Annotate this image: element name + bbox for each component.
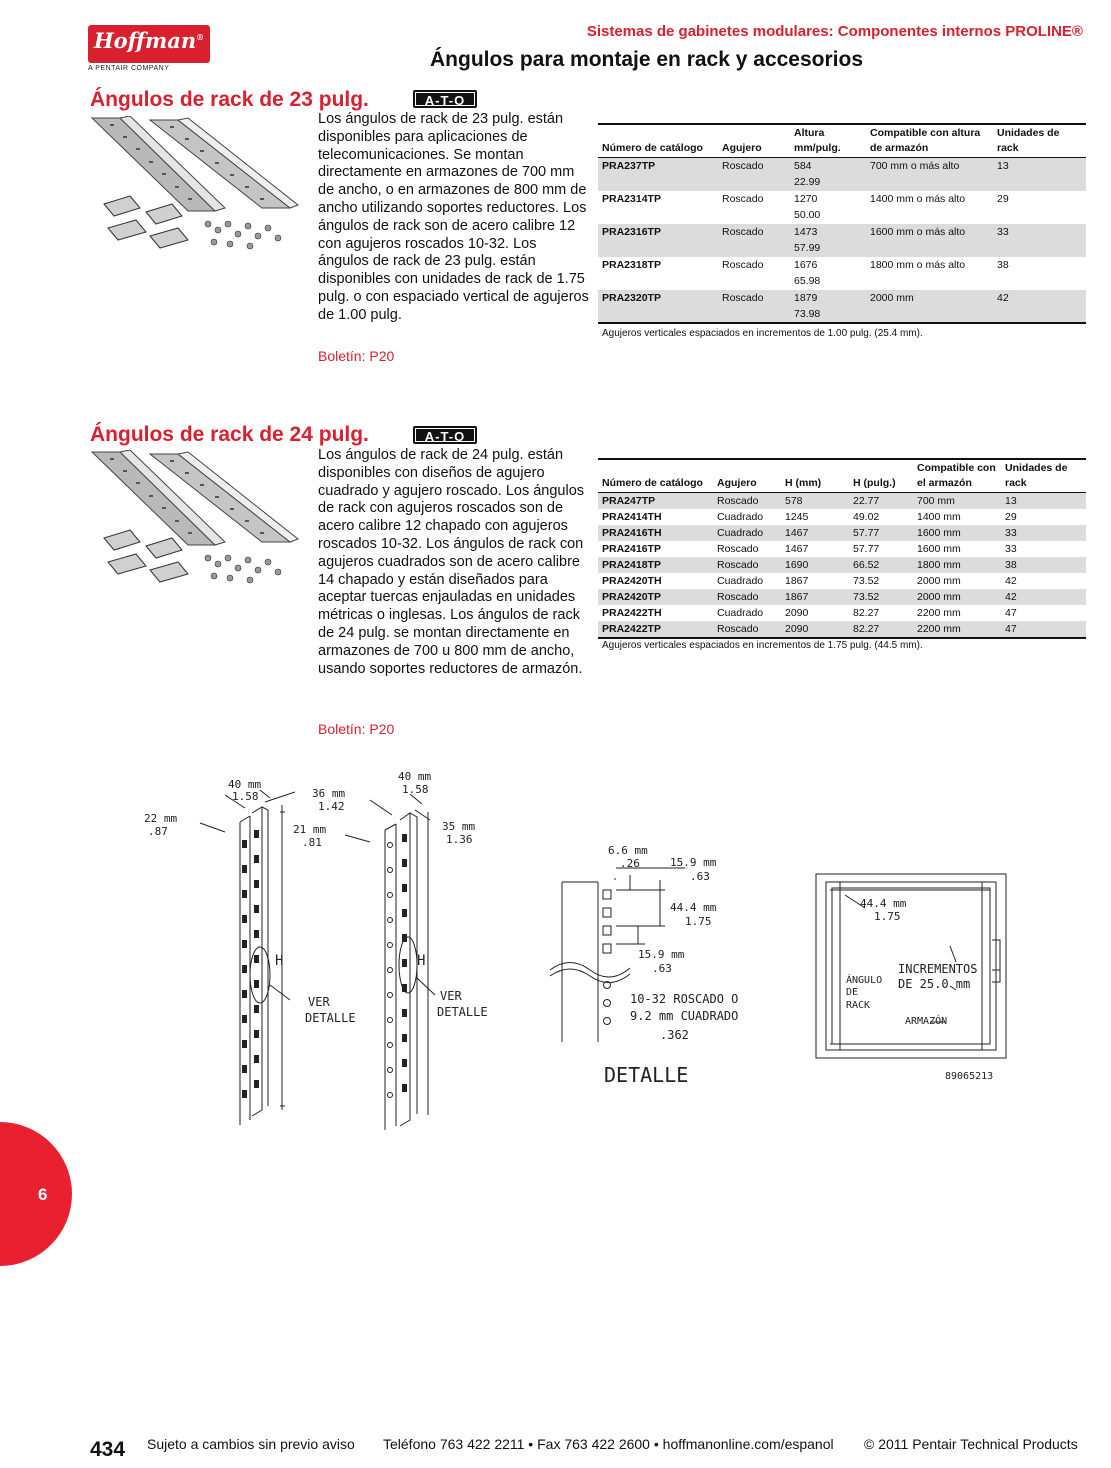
height-mm: 1473 xyxy=(794,225,818,238)
rack-units: 47 xyxy=(1005,623,1017,635)
dim-444mm-frame: 44.4 mm xyxy=(860,897,907,910)
logo-subtitle: A PENTAIR COMPANY xyxy=(88,65,170,72)
hole-type: Cuadrado xyxy=(717,575,764,587)
rack-units: 29 xyxy=(997,192,1009,205)
bulletin-link-24[interactable]: Boletín: P20 xyxy=(318,721,395,737)
dim-35mm: 35 mm xyxy=(442,820,476,833)
ver-label-left: VER xyxy=(308,995,330,1009)
ver-label-right: VER xyxy=(440,989,462,1003)
compat-frame: 1600 mm xyxy=(917,543,961,555)
compat-height: 1400 mm o más alto xyxy=(870,192,966,205)
footer-copyright: © 2011 Pentair Technical Products xyxy=(864,1436,1078,1452)
spec-table-23 xyxy=(598,123,1086,324)
compat-frame: 2000 mm xyxy=(917,575,961,587)
catalog-number: PRA247TP xyxy=(602,495,656,507)
hole-type: Roscado xyxy=(717,559,759,571)
logo-text: Hoffman® xyxy=(93,28,205,53)
col-header: Agujero xyxy=(717,477,757,489)
hardware-screws-illustration xyxy=(205,555,281,583)
catalog-number: PRA2422TH xyxy=(602,607,662,619)
height-in: 73.52 xyxy=(853,591,880,603)
hole-type: Roscado xyxy=(722,291,764,304)
catalog-number: PRA2320TP xyxy=(602,291,661,304)
rack-units: 47 xyxy=(1005,607,1017,619)
height-in: 73.98 xyxy=(794,307,821,320)
height-mm: 578 xyxy=(785,495,803,507)
dim-159mm-bottom: 15.9 mm xyxy=(638,948,685,961)
col-header: Unidades de rack xyxy=(997,127,1060,154)
height-in: 49.02 xyxy=(853,511,880,523)
section-title-23: Ángulos de rack de 23 pulg. xyxy=(90,88,369,111)
height-in: 57.77 xyxy=(853,527,880,539)
height-mm: 1270 xyxy=(794,192,818,205)
rack-units: 13 xyxy=(1005,495,1017,507)
ato-badge-icon: A-T-O xyxy=(413,426,477,444)
height-cell xyxy=(790,191,866,224)
hole-type: Roscado xyxy=(722,258,764,271)
dim-26: .26 xyxy=(620,857,640,870)
rack-units: 33 xyxy=(1005,527,1017,539)
compat-frame: 1600 mm xyxy=(917,527,961,539)
compat-frame: 2000 mm xyxy=(917,591,961,603)
table-row xyxy=(598,509,1086,525)
table-row xyxy=(598,290,1086,323)
footer-contact[interactable]: Teléfono 763 422 2211 • Fax 763 422 2600 • hoffmanonline.com/espanol xyxy=(383,1436,834,1452)
rack-units: 42 xyxy=(1005,591,1017,603)
detalle-label-left: DETALLE xyxy=(305,1011,356,1025)
hole-type: Roscado xyxy=(717,495,759,507)
col-header: Altura mm/pulg. xyxy=(794,127,841,154)
height-label-left: H xyxy=(275,953,284,969)
col-header: Compatible con el armazón xyxy=(917,462,996,489)
height-in: 22.99 xyxy=(794,176,821,188)
table-row xyxy=(598,589,1086,605)
height-in: 73.52 xyxy=(853,575,880,587)
table-row xyxy=(598,621,1086,638)
compat-height: 2000 mm xyxy=(870,291,914,304)
rack-units: 33 xyxy=(997,225,1009,238)
table-note-23: Agujeros verticales espaciados en incrementos de 1.00 pulg. (25.4 mm). xyxy=(602,328,923,339)
rack-units: 42 xyxy=(1005,575,1017,587)
hole-spec-line3: .362 xyxy=(660,1028,689,1042)
height-in: 57.77 xyxy=(853,543,880,555)
compat-frame: 2200 mm xyxy=(917,607,961,619)
page-number: 434 xyxy=(90,1438,126,1461)
rack-units: 29 xyxy=(1005,511,1017,523)
dim-175: 1.75 xyxy=(685,915,712,928)
table-row xyxy=(598,158,1086,191)
col-header: Número de catálogo xyxy=(602,142,703,154)
table-note-24: Agujeros verticales espaciados en incrementos de 1.75 pulg. (44.5 mm). xyxy=(602,640,923,651)
height-cell xyxy=(790,224,866,257)
dim-81: .81 xyxy=(302,836,322,849)
compat-frame: 700 mm xyxy=(917,495,955,507)
hole-type: Roscado xyxy=(722,225,764,238)
rack-units: 38 xyxy=(1005,559,1017,571)
height-in: 50.00 xyxy=(794,208,821,221)
catalog-number: PRA2420TH xyxy=(602,575,662,587)
dim-444mm: 44.4 mm xyxy=(670,901,717,914)
compat-frame: 1800 mm xyxy=(917,559,961,571)
hole-type: Cuadrado xyxy=(717,527,764,539)
height-in: 66.52 xyxy=(853,559,880,571)
catalog-number: PRA2314TP xyxy=(602,192,661,205)
section-title-24: Ángulos de rack de 24 pulg. xyxy=(90,423,369,446)
compat-height: 700 mm o más alto xyxy=(870,160,960,172)
increments-line1: INCREMENTOS xyxy=(898,962,978,976)
catalog-number: PRA2418TP xyxy=(602,559,661,571)
height-mm: 1467 xyxy=(785,527,809,539)
angle-label-line3: RACK xyxy=(846,1000,871,1011)
catalog-number: PRA2422TP xyxy=(602,623,661,635)
table-row xyxy=(598,257,1086,290)
angle-label-line1: ÁNGULO xyxy=(846,975,883,986)
hole-type: Roscado xyxy=(717,543,759,555)
reducer-brackets-illustration xyxy=(104,196,188,248)
dim-142: 1.42 xyxy=(318,800,345,813)
chapter-number: 6 xyxy=(38,1185,48,1204)
page-title: Ángulos para montaje en rack y accesorios xyxy=(430,48,864,71)
increments-line2: DE 25.0 mm xyxy=(898,977,971,991)
height-in: 82.27 xyxy=(853,607,880,619)
height-mm: 1867 xyxy=(785,591,809,603)
hole-type: Cuadrado xyxy=(717,511,764,523)
table-row xyxy=(598,573,1086,589)
rack-rail-illustration xyxy=(92,450,298,545)
spec-table-24 xyxy=(598,458,1086,639)
dim-66mm: 6.6 mm xyxy=(608,844,648,857)
col-header: Unidades de rack xyxy=(1005,462,1068,489)
chapter-tab xyxy=(0,1122,72,1266)
table-row xyxy=(598,224,1086,257)
hole-type: Roscado xyxy=(722,160,764,172)
height-in: 22.77 xyxy=(853,495,880,507)
compat-frame: 1400 mm xyxy=(917,511,961,523)
hole-type: Cuadrado xyxy=(717,607,764,619)
catalog-number: PRA237TP xyxy=(602,160,656,172)
dim-36mm: 36 mm xyxy=(312,787,346,800)
height-mm: 1467 xyxy=(785,543,809,555)
table-row xyxy=(598,557,1086,573)
ato-badge-icon: A-T-O xyxy=(413,90,477,108)
height-in: 57.99 xyxy=(794,241,821,254)
table-row xyxy=(598,191,1086,224)
hole-spec-line2: 9.2 mm CUADRADO xyxy=(630,1009,739,1023)
hole-type: Roscado xyxy=(717,591,759,603)
dim-136: 1.36 xyxy=(446,833,473,846)
catalog-number: PRA2316TP xyxy=(602,225,661,238)
table-row xyxy=(598,541,1086,557)
height-in: 65.98 xyxy=(794,274,821,287)
rack-rail-illustration xyxy=(92,116,298,211)
dim-159mm-top: 15.9 mm xyxy=(670,856,717,869)
catalog-number: PRA2416TH xyxy=(602,527,662,539)
compat-frame: 2200 mm xyxy=(917,623,961,635)
col-header: H (mm) xyxy=(785,477,822,489)
detail-title: DETALLE xyxy=(604,1063,689,1087)
table-row xyxy=(598,605,1086,621)
rack-units: 42 xyxy=(997,291,1009,304)
table-header-row xyxy=(598,124,1086,158)
frame-label: ARMAZÓN xyxy=(905,1016,948,1027)
rack-angle-photo-24 xyxy=(90,450,300,595)
footer-notice: Sujeto a cambios sin previo aviso xyxy=(147,1436,355,1452)
drawing-code: 89065213 xyxy=(945,1071,994,1082)
header-category: Sistemas de gabinetes modulares: Componentes internos PROLINE® xyxy=(586,23,1083,40)
hole-spec-line1: 10-32 ROSCADO O xyxy=(630,992,739,1006)
rack-units: 13 xyxy=(997,160,1009,172)
height-mm: 1867 xyxy=(785,575,809,587)
technical-drawing xyxy=(130,750,1030,1140)
height-in: 82.27 xyxy=(853,623,880,635)
dim-87: .87 xyxy=(148,825,168,838)
hole-type: Roscado xyxy=(717,623,759,635)
col-header: H (pulg.) xyxy=(853,477,896,489)
height-cell xyxy=(790,257,866,290)
rack-units: 33 xyxy=(1005,543,1017,555)
col-header: Número de catálogo xyxy=(602,477,703,489)
height-label-right: H xyxy=(417,953,426,969)
height-mm: 1676 xyxy=(794,258,818,271)
compat-height: 1800 mm o más alto xyxy=(870,258,966,271)
table-row xyxy=(598,525,1086,541)
height-mm: 2090 xyxy=(785,607,809,619)
rack-units: 38 xyxy=(997,258,1009,271)
compat-height: 1600 mm o más alto xyxy=(870,225,966,238)
height-mm: 1879 xyxy=(794,291,818,304)
rack-angle-photo-23 xyxy=(90,116,300,261)
section-description-24: Los ángulos de rack de 24 pulg. están disponibles con diseños de agujero cuadrado y agujero roscado. Los ángulos de rack con agujeros roscados son de acero calibre 12 chapado con agujeros roscados 10-32. Los ángulos de rack con agujeros cuadrados son de acero calibre 14 chapado y están diseñados para aceptar tuercas enjauladas en unidades métricas o inglesas. Los ángulos de rack de 24 pulg. se montan directamente en armazones de 700 u 800 mm de ancho, usando soportes reductores de armazón. xyxy=(318,447,585,677)
bulletin-link-23[interactable]: Boletín: P20 xyxy=(318,348,395,364)
table-row xyxy=(598,493,1086,510)
dim-40mm-left: 40 mm xyxy=(228,778,262,791)
dim-22mm: 22 mm xyxy=(144,812,178,825)
dim-175-frame: 1.75 xyxy=(874,910,901,923)
hoffman-logo xyxy=(88,25,210,63)
height-cell xyxy=(790,290,866,323)
dim-63-top: .63 xyxy=(690,870,710,883)
height-mm: 584 xyxy=(794,160,812,172)
angle-label-line2: DE xyxy=(846,987,859,998)
height-cell xyxy=(790,158,866,191)
height-mm: 1245 xyxy=(785,511,809,523)
reducer-brackets-illustration xyxy=(104,530,188,582)
col-header: Compatible con altura de armazón xyxy=(870,127,981,154)
dim-63-bottom: .63 xyxy=(652,962,672,975)
catalog-number: PRA2318TP xyxy=(602,258,661,271)
catalog-number: PRA2420TP xyxy=(602,591,661,603)
catalog-number: PRA2414TH xyxy=(602,511,662,523)
dim-21mm: 21 mm xyxy=(293,823,327,836)
table-header-row xyxy=(598,459,1086,493)
section-description-23: Los ángulos de rack de 23 pulg. están disponibles para aplicaciones de telecomunicaciones. Se montan directamente en armazones de 700 mm de ancho, o en armazones de 800 mm de ancho utilizando soportes reductores. Los ángulos de rack son de acero calibre 12 con agujeros roscados 10-32. Los ángulos de rack de 23 pulg. están disponibles con unidades de rack de 1.75 pulg. o con espaciado vertical de agujeros de 1.00 pulg. xyxy=(318,111,589,323)
height-mm: 1690 xyxy=(785,559,809,571)
col-header: Agujero xyxy=(722,142,762,154)
dim-158-right: 1.58 xyxy=(402,783,429,796)
dim-158-left: 1.58 xyxy=(232,790,259,803)
catalog-number: PRA2416TP xyxy=(602,543,661,555)
height-mm: 2090 xyxy=(785,623,809,635)
detalle-label-right: DETALLE xyxy=(437,1005,488,1019)
dim-40mm-right: 40 mm xyxy=(398,770,432,783)
hole-type: Roscado xyxy=(722,192,764,205)
hardware-screws-illustration xyxy=(205,221,281,249)
